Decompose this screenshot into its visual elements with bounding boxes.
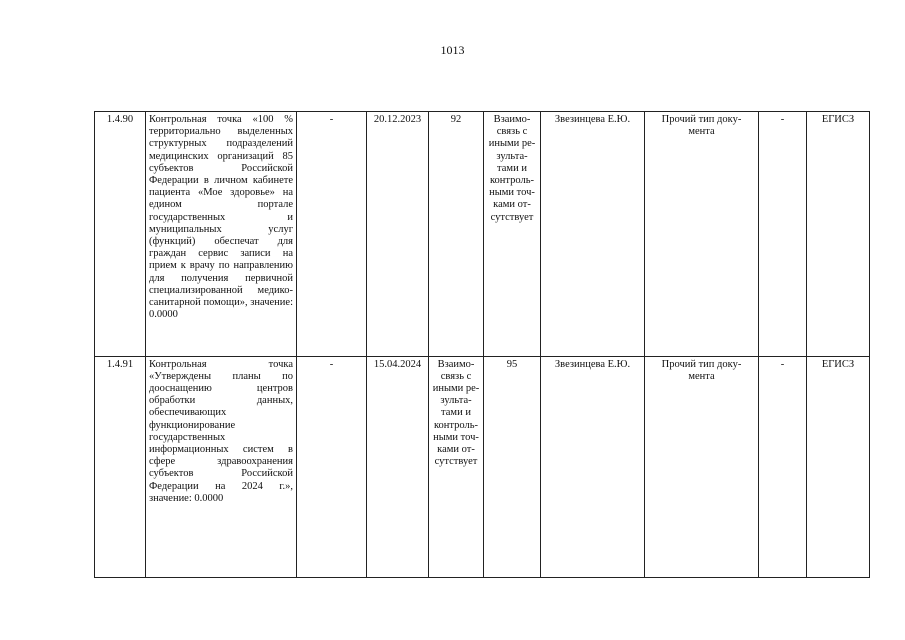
row-dash-cell: -: [759, 112, 807, 357]
table-row: [95, 112, 870, 357]
row-description: Контрольная точка «Утверждены планы по дооснащению центров обработки данных, обеспечивающих функционирование государственных информационных систем в сфере здравоохранения субъектов Российской Федерации на 2024 г.», значение: 0.0000: [146, 356, 297, 577]
row-system: ЕГИСЗ: [807, 112, 870, 357]
row-document-type: Прочий тип доку- мента: [645, 356, 759, 577]
row-responsible: Звезинцева Е.Ю.: [541, 112, 645, 357]
row-value: 95: [484, 356, 541, 577]
row-dash-cell: -: [297, 356, 367, 577]
row-dash-cell: -: [759, 356, 807, 577]
table-row: [95, 356, 870, 577]
row-system: ЕГИСЗ: [807, 356, 870, 577]
row-document-type: Прочий тип доку- мента: [645, 112, 759, 357]
row-date: 15.04.2024: [367, 356, 429, 577]
row-date: 20.12.2023: [367, 112, 429, 357]
page-number: 1013: [440, 43, 465, 57]
row-description: Контрольная точка «100 % территориально выделенных структурных подразделений медицинских организаций 85 субъектов Российской Федерации в личном кабинете пациента «Мое здоровье» на едином портале государственных и муниципальных услуг (функций) обеспечат для граждан сервис записи на прием к врачу по направлению для получения первичной специализированной медико-санитарной помощи», значение: 0.0000: [146, 112, 297, 357]
row-value: 92: [429, 112, 484, 357]
row-number: 1.4.90: [95, 112, 146, 357]
row-number: 1.4.91: [95, 356, 146, 577]
row-relations: Взаимо- связь с иными ре- зульта- тами и контроль- ными точ- ками от- сутствует: [484, 112, 541, 357]
row-dash-cell: -: [297, 112, 367, 357]
row-responsible: Звезинцева Е.Ю.: [541, 356, 645, 577]
row-relations: Взаимо- связь с иными ре- зульта- тами и контроль- ными точ- ками от- сутствует: [429, 356, 484, 577]
document-table: [94, 111, 870, 578]
